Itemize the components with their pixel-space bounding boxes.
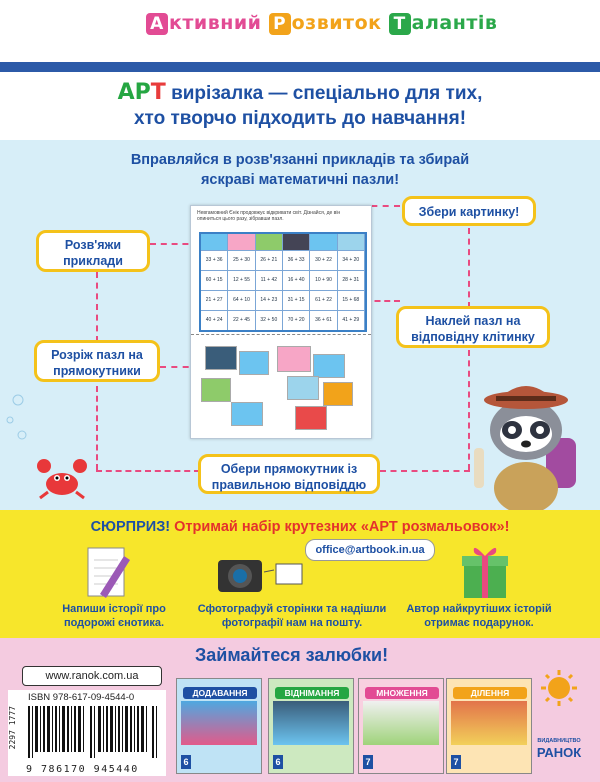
grid-cell: 10 + 90 [310,271,337,290]
publisher-name: РАНОК [536,745,582,760]
intro-line-1: АРТ вирізалка — спеціально для тих, [117,80,483,105]
puzzle-piece [239,351,269,375]
camera-icon [216,550,306,600]
art-logo: АРТ [117,80,166,105]
series-word-3: Т алантів [389,12,498,34]
puzzle-piece [277,346,311,372]
book-illustration [181,701,257,745]
connector-cut-down [96,386,98,470]
grid-cell: 36 + 61 [310,311,337,330]
step-solve: Розв'яжи приклади [36,230,150,272]
grid-cell: 60 + 15 [201,271,228,290]
notebook-pencil-icon [84,544,134,602]
grid-cell: 26 + 21 [256,251,283,270]
intro-line-2: хто творчо підходить до навчання! [133,108,467,129]
puzzle-piece [323,382,353,406]
book-cover: ДІЛЕННЯ 7 [446,678,532,774]
grid-picture-cell [310,234,337,250]
worksheet-instruction: Невгамовний Єнік продовжує відкривати світ. Дізнайся, де він опиниться цього разу, зібравши пазл. [197,210,341,222]
surprise-step-3: Автор найкрутіших історій отримає подарунок. [406,603,552,629]
table-row [201,271,365,291]
puzzle-piece [205,346,237,370]
book-cover: МНОЖЕННЯ 7 [358,678,444,774]
surprise-band [0,510,600,638]
grid-cell: 40 + 24 [201,311,228,330]
step-collect: Збери картинку! [402,196,536,226]
grid-picture-cell [201,234,228,250]
grid-cell: 14 + 23 [256,291,283,310]
crab-icon [32,452,92,502]
grid-cell: 11 + 42 [256,271,283,290]
grid-cell: 25 + 30 [228,251,255,270]
footer-pink [0,638,600,782]
book-illustration [273,701,349,745]
connector-choose-right [380,470,470,472]
connector-cut-choose [96,470,200,472]
grid-cell: 15 + 68 [338,291,365,310]
grid-picture-row [201,234,365,251]
book-cover: ДОДАВАННЯ 6 [176,678,262,774]
grid-cell: 22 + 45 [228,311,255,330]
connector-stick-collect [468,228,470,308]
grid-picture-cell [283,234,310,250]
grid-cell: 30 + 22 [310,251,337,270]
puzzle-piece [287,376,319,400]
intro-block [0,72,600,140]
grid-cell: 36 + 33 [283,251,310,270]
sun-icon [539,668,579,708]
grid-cell: 41 + 29 [338,311,365,330]
grid-cell: 34 + 20 [338,251,365,270]
step-choose: Обери прямокутник із правильною відповіддю [198,454,380,494]
grid-cell: 64 + 10 [228,291,255,310]
table-row [201,251,365,271]
grid-picture-cell [228,234,255,250]
puzzle-piece [295,406,327,430]
step-cut: Розріж пазл на прямокутники [34,340,160,382]
grid-cell: 61 + 22 [310,291,337,310]
surprise-heading: СЮРПРИЗ! Отримай набір крутезних «АРТ розмальовок»! [90,519,510,535]
raccoon-mascot-icon [466,378,586,510]
grid-cell: 32 + 50 [256,311,283,330]
table-row [201,311,365,330]
gift-icon [460,542,510,602]
bubbles-decoration [0,380,40,460]
header-band [0,62,600,72]
cut-line [191,334,371,335]
barcode-block [8,690,166,776]
publisher-logo [526,668,592,768]
series-word-1: А ктивний [146,12,262,34]
side-code: 2297 1777 [8,706,17,750]
grid-cell: 70 + 20 [283,311,310,330]
publisher-subtitle: ВИДАВНИЦТВО [537,738,581,744]
book-cover: ВІДНІМАННЯ 6 [268,678,354,774]
puzzle-piece [313,354,345,378]
grid-cell: 31 + 15 [283,291,310,310]
surprise-step-2: Сфотографуй сторінки та надішли фотографії нам на пошту. [197,603,387,629]
connector-solve-cut [96,272,98,342]
grid-cell: 28 + 31 [338,271,365,290]
series-title [146,12,497,35]
book-illustration [363,701,439,745]
table-row [201,291,365,311]
page-header [0,0,600,62]
grid-picture-cell [256,234,283,250]
grid-cell: 33 + 36 [201,251,228,270]
puzzle-piece [201,378,231,402]
email-address[interactable]: office@artbook.in.ua [305,539,435,561]
worksheet-grid [199,232,367,332]
surprise-step-1: Напиши історії про подорожі єнотика. [62,603,166,629]
grid-picture-cell [338,234,365,250]
isbn: ISBN 978-617-09-4544-0 [28,692,135,703]
hobby-title: Займайтеся залюбки! [195,645,389,665]
barcode-digits: 9 786170 945440 [26,764,139,775]
step-stick: Наклей пазл на відповідну клітинку [396,306,550,348]
lead-text: Вправляйся в розв'язанні прикладів та збирай яскраві математичні пазли! [130,152,470,188]
grid-cell: 16 + 40 [283,271,310,290]
worksheet-preview [190,205,372,439]
barcode-icon [28,706,160,758]
grid-cell: 12 + 55 [228,271,255,290]
grid-cell: 21 + 27 [201,291,228,310]
series-word-2: Р озвиток [269,12,382,34]
website-link[interactable]: www.ranok.com.ua [22,666,162,686]
book-illustration [451,701,527,745]
puzzle-piece [231,402,263,426]
